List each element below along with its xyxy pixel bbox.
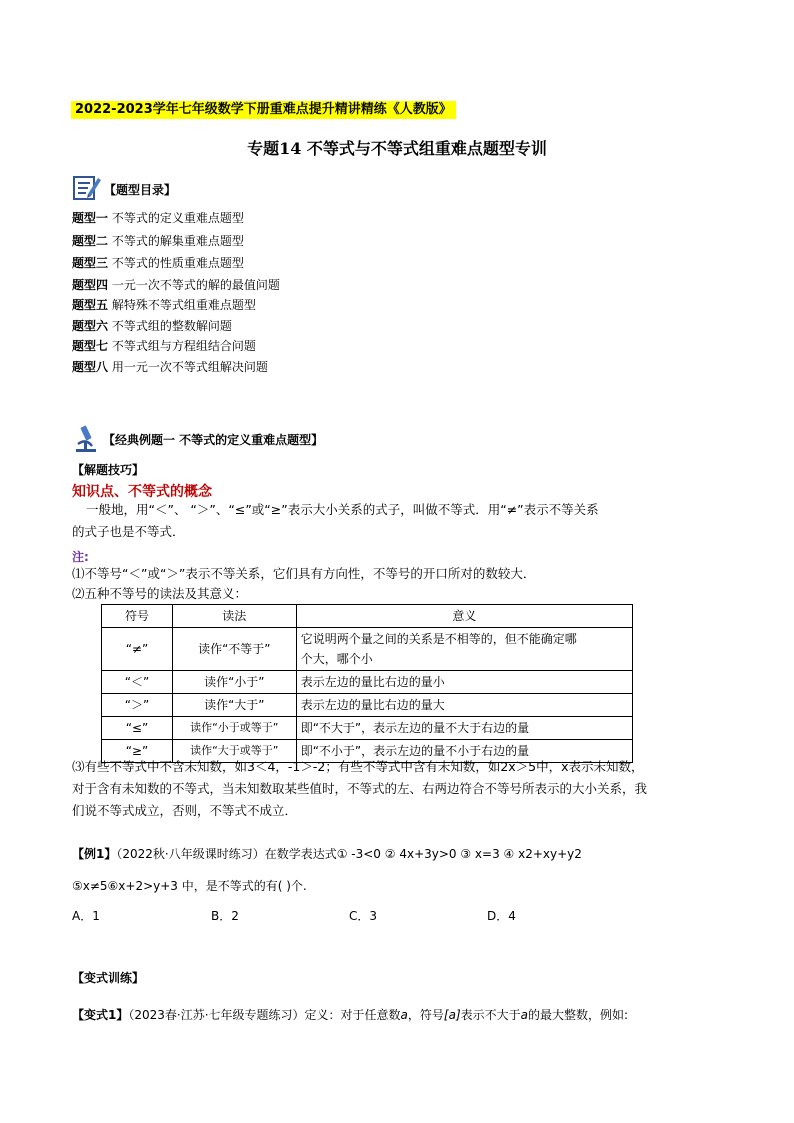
toc-item: 题型八 用一元一次不等式组解决问题	[72, 360, 268, 374]
toc-item: 题型一 不等式的定义重难点题型	[72, 211, 244, 225]
technique-label: 【解题技巧】	[72, 463, 145, 477]
variant1-line: 【变式1】（2023春·江苏·七年级专题练习）定义：对于任意数a，符号[a]表示不大于a的最大整数，例如:	[72, 1008, 629, 1022]
toc-item: 题型六 不等式组的整数解问题	[72, 319, 232, 333]
example1-line: 【例1】（2022秋·八年级课时练习）在数学表达式① -3<0 ② 4x+3y>0 ③ x=3 ④ x2+xy+y2	[72, 847, 582, 861]
table-cell: “≠”	[102, 628, 173, 671]
note-text: ⑵五种不等号的读法及其意义：	[72, 586, 248, 601]
page-title: 专题14 不等式与不等式组重难点题型专训	[247, 139, 547, 158]
table-row	[102, 671, 633, 694]
option-b: B．2	[211, 909, 239, 923]
example1-line: ⑤x≠5⑥x+2>y+3 中，是不等式的有( )个.	[72, 879, 307, 893]
table-cell: 即“不小于”，表示左边的量不小于右边的量	[296, 740, 632, 763]
table-cell: “≥”	[102, 740, 173, 763]
note-text: ⑶有些不等式中不含未知数，如3＜4，-1＞-2；有些不等式中含有未知数，如2x＞5中，x表示未知数，	[72, 759, 644, 774]
option-a: A．1	[72, 909, 100, 923]
toc-item: 题型七 不等式组与方程组结合问题	[72, 339, 256, 353]
table-header-row	[102, 605, 633, 628]
table-row	[102, 717, 633, 740]
table-cell: 读作“大于或等于”	[172, 740, 296, 763]
table-cell: 它说明两个量之间的关系是不相等的，但不能确定哪 个大，哪个小	[296, 628, 632, 671]
table-cell: 表示左边的量比右边的量小	[296, 671, 632, 694]
intro-line: 的式子也是不等式．	[72, 524, 185, 539]
toc-item: 题型三 不等式的性质重难点题型	[72, 256, 244, 270]
table-row	[102, 694, 633, 717]
inequality-symbol-table	[101, 604, 633, 763]
note-text: 们说不等式成立，否则，不等式不成立．	[72, 803, 298, 818]
note-text: 对于含有未知数的不等式，当未知数取某些值时，不等式的左、右两边符合不等号所表示的大小关系，我	[72, 781, 648, 796]
table-header: 读法	[172, 605, 296, 628]
intro-line: 一般地，用“＜”、 “＞”、“≤”或“≥”表示大小关系的式子，叫做不等式．用“≠”表示不等关系	[86, 502, 599, 517]
toc-label: 【题型目录】	[104, 183, 177, 197]
example-section-label: 【经典例题一 不等式的定义重难点题型】	[103, 433, 324, 447]
table-cell: 读作“不等于”	[172, 628, 296, 671]
table-cell: 读作“大于”	[172, 694, 296, 717]
table-cell: 读作“小于或等于”	[172, 717, 296, 740]
toc-item: 题型四 一元一次不等式的解的最值问题	[72, 278, 280, 292]
table-cell: 即“不大于”，表示左边的量不大于右边的量	[296, 717, 632, 740]
toc-item: 题型二 不等式的解集重难点题型	[72, 234, 244, 248]
note-text: ⑴不等号“＜”或“＞”表示不等关系，它们具有方向性，不等号的开口所对的数较大．	[72, 566, 536, 581]
table-header: 意义	[296, 605, 632, 628]
table-row	[102, 628, 633, 671]
table-cell: 读作“小于”	[172, 671, 296, 694]
table-cell: “＜”	[102, 671, 173, 694]
variant-label: 【变式训练】	[72, 971, 145, 985]
table-cell: “＞”	[102, 694, 173, 717]
microscope-icon	[72, 424, 100, 454]
table-header: 符号	[102, 605, 173, 628]
toc-item: 题型五 解特殊不等式组重难点题型	[72, 298, 256, 312]
option-c: C．3	[349, 909, 378, 923]
header-banner: 2022-2023学年七年级数学下册重难点提升精讲精练《人教版》	[71, 101, 456, 119]
table-cell: “≤”	[102, 717, 173, 740]
knowledge-heading: 知识点、不等式的概念	[72, 484, 212, 500]
option-d: D．4	[487, 909, 516, 923]
notebook-pencil-icon	[72, 172, 102, 202]
note-label: 注:	[72, 550, 89, 564]
table-cell: 表示左边的量比右边的量大	[296, 694, 632, 717]
